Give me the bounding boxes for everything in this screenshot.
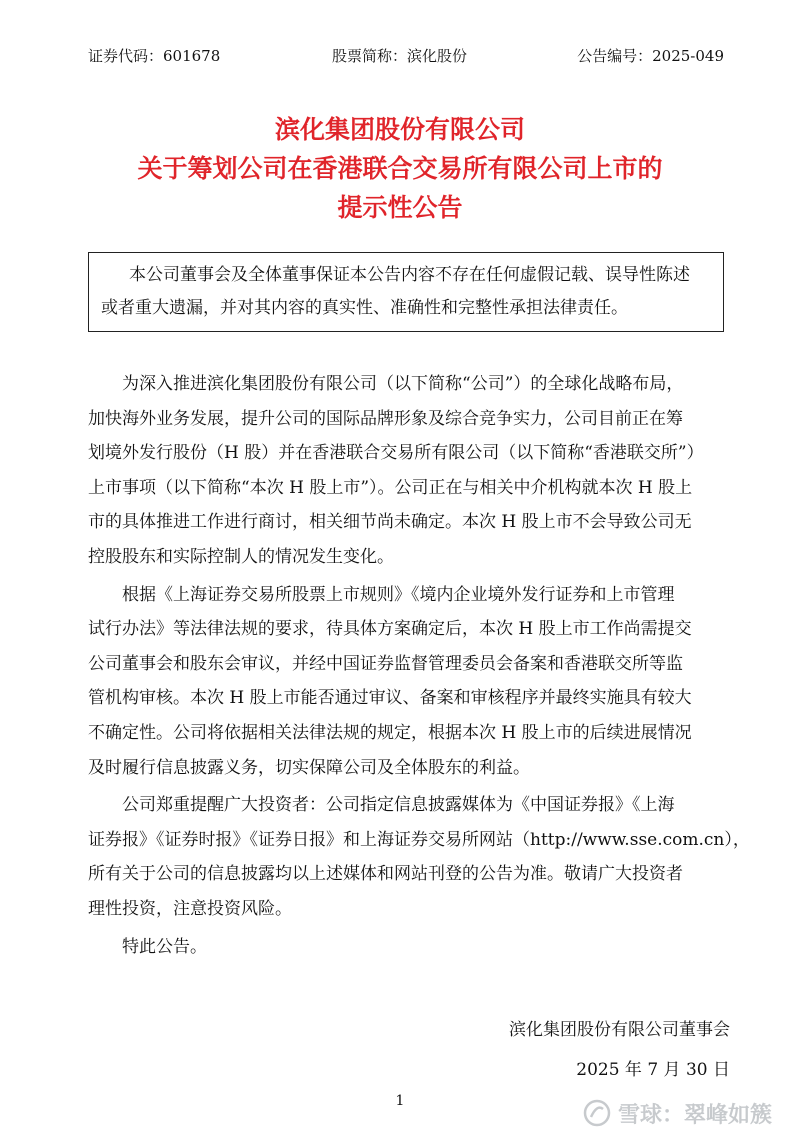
board-guarantee-notice [88, 252, 724, 332]
paragraph-line: 为深入推进滨化集团股份有限公司（以下简称“公司”）的全球化战略布局， [88, 374, 684, 394]
page-number: 1 [395, 1093, 405, 1109]
title-line-3: 提示性公告 [337, 193, 463, 222]
paragraph-line: 证券报》《证券时报》《证券日报》和上海证券交易所网站（http://www.sse.com.cn）， [88, 829, 750, 850]
title-line-2: 关于筹划公司在香港联合交易所有限公司上市的 [137, 154, 663, 183]
watermark [582, 1095, 772, 1131]
paragraph-line: 根据《上海证券交易所股票上市规则》《境内企业境外发行证券和上市管理 [88, 584, 675, 605]
notice-line-1: 本公司董事会及全体董事保证本公告内容不存在任何虚假记载、误导性陈述 [129, 265, 690, 285]
document-header [88, 44, 724, 68]
signature-organization: 滨化集团股份有限公司董事会 [509, 1020, 730, 1040]
paragraph-line: 划境外发行股份（H 股）并在香港联合交易所有限公司（以下简称“香港联交所”） [88, 443, 704, 464]
paragraph-line: 特此公告。 [88, 936, 207, 957]
stock-code: 证券代码：601678 [88, 47, 221, 65]
announcement-body [88, 367, 750, 964]
paragraph-3 [88, 788, 750, 926]
title-line-1: 滨化集团股份有限公司 [274, 115, 525, 144]
paragraph-line: 试行办法》等法律法规的要求，待具体方案确定后，本次 H 股上市工作尚需提交 [88, 619, 692, 640]
paragraph-line: 管机构审核。本次 H 股上市能否通过审议、备案和审核程序并最终实施具有较大 [88, 688, 692, 709]
paragraph-line: 上市事项（以下简称“本次 H 股上市”）。公司正在与相关中介机构就本次 H 股上 [88, 477, 693, 498]
paragraph-line: 理性投资，注意投资风险。 [88, 898, 292, 919]
announcement-title [0, 110, 800, 227]
paragraph-line: 所有关于公司的信息披露均以上述媒体和网站刊登的公告为准。敬请广大投资者 [88, 864, 683, 885]
announcement-number: 公告编号：2025-049 [577, 47, 724, 65]
paragraph-line: 控股股东和实际控制人的情况发生变化。 [88, 546, 394, 567]
paragraph-line: 加快海外业务发展，提升公司的国际品牌形象及综合竞争实力，公司目前正在筹 [88, 408, 683, 429]
paragraph-4 [88, 930, 728, 965]
paragraph-line: 公司郑重提醒广大投资者：公司指定信息披露媒体为《中国证券报》《上海 [88, 795, 675, 816]
notice-line-2: 或者重大遗漏，并对其内容的真实性、准确性和完整性承担法律责任。 [101, 298, 628, 318]
paragraph-line: 不确定性。公司将依据相关法律法规的规定，根据本次 H 股上市的后续进展情况 [88, 722, 692, 743]
watermark-text: 雪球：翠峰如簇 [617, 1102, 772, 1128]
signature-date: 2025 年 7 月 30 日 [576, 1060, 730, 1080]
paragraph-line: 及时履行信息披露义务，切实保障公司及全体股东的利益。 [88, 757, 530, 778]
paragraph-line: 公司董事会和股东会审议，并经中国证券监督管理委员会备案和香港联交所等监 [88, 653, 683, 674]
paragraph-2 [88, 578, 728, 786]
paragraph-1 [88, 367, 728, 575]
paragraph-line: 市的具体推进工作进行商讨，相关细节尚未确定。本次 H 股上市不会导致公司无 [88, 512, 692, 533]
stock-short-name: 股票简称：滨化股份 [332, 47, 468, 65]
snowball-logo-icon [582, 1098, 612, 1128]
